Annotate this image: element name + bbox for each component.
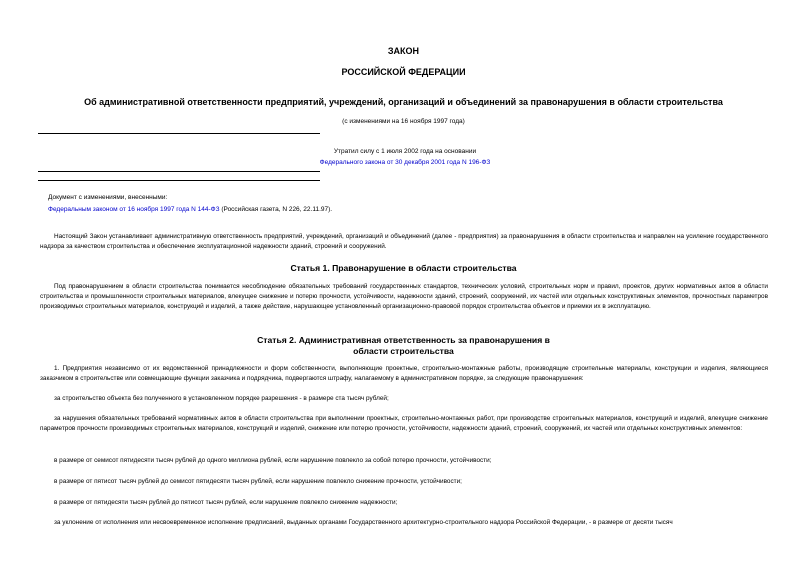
document-title: Об административной ответственности предприятий, учреждений, организаций и объединений за правонарушения в области строительства bbox=[84, 97, 723, 107]
article-2-paragraph-5: в размере от пятисот тысяч рублей до семисот пятидесяти тысяч рублей, если нарушение повлекло снижение прочности, устойчивости; bbox=[54, 478, 462, 485]
divider-line bbox=[38, 171, 320, 172]
country-label: РОССИЙСКОЙ ФЕДЕРАЦИИ bbox=[341, 67, 466, 77]
divider-line bbox=[38, 180, 320, 181]
status-block bbox=[300, 146, 510, 168]
status-repeal-link[interactable]: Федерального закона от 30 декабря 2001 года N 196-ФЗ bbox=[319, 159, 491, 166]
amendments-note: (с изменениями на 16 ноября 1997 года) bbox=[342, 118, 465, 125]
article-1-heading: Статья 1. Правонарушение в области строительства bbox=[290, 263, 517, 273]
doc-changes-block bbox=[48, 192, 648, 216]
intro-paragraph: Настоящий Закон устанавливает административную ответственность предприятий, учреждений, организаций и объединений (далее - предприятия) за правонарушения в области строительства и направлен на усиление государственного надзора за качеством строительства и обеспечение эксплуатационной надежности зданий, строений и сооружений. bbox=[40, 233, 768, 250]
divider-line bbox=[38, 133, 320, 134]
article-2-paragraph-6: в размере от пятидесяти тысяч рублей до пятисот тысяч рублей, если нарушение повлекло снижение надежности; bbox=[54, 499, 398, 506]
status-text: Утратил силу с 1 июля 2002 года на основании bbox=[333, 148, 477, 155]
article-2-paragraph-1: 1. Предприятия независимо от их ведомственной принадлежности и форм собственности, выполняющие проектные, строительно-монтажные работы, производящие строительные материалы, конструкции и изделия, являющиеся заказчиком в строительстве или совмещающие функции заказчика и подрядчика, подвергаются штрафу, налагаемому в административном порядке, за следующие правонарушения: bbox=[40, 365, 768, 382]
article-2-heading bbox=[40, 335, 767, 357]
article-2-heading-line-1: Статья 2. Административная ответственность за правонарушения в bbox=[257, 335, 550, 345]
amendment-source: (Российская газета, N 226, 22.11.97). bbox=[219, 206, 333, 213]
article-2-paragraph-2: за строительство объекта без полученного в установленном порядке разрешения - в размере ста тысяч рублей; bbox=[54, 395, 389, 402]
law-label: ЗАКОН bbox=[387, 46, 420, 56]
article-1-text: Под правонарушением в области строительства понимается несоблюдение обязательных требований государственных стандартов, технических условий, строительных норм и правил, проектов, других нормативных актов в области строительства и промышленности строительных материалов, влекущее снижение и потерю прочности, устойчивости, надежности зданий, строений, сооружений, их частей или отдельных конструктивных элементов, прочностных параметров производимых строительных материалов, конструкций и изделий, а также действие, нарушающее установленный организационно-правовой порядок строительства объектов и приемки их в эксплуатацию. bbox=[40, 283, 768, 310]
article-2-heading-line-2: области строительства bbox=[353, 346, 454, 356]
article-2-paragraph-3: за нарушения обязательных требований нормативных актов в области строительства при выполнении проектных, строительно-монтажных работ, при производстве строительных материалов, конструкций и изделий, влекущие снижение параметров прочности производимых строительных материалов, конструкций и изделий, снижение или потерю прочности, устойчивости, надежности зданий, строений, сооружений, их частей или отдельных конструктивных элементов: bbox=[40, 415, 768, 432]
doc-changes-label: Документ с изменениями, внесенными: bbox=[48, 194, 168, 201]
amendment-law-link[interactable]: Федеральным законом от 16 ноября 1997 года N 144-ФЗ bbox=[48, 206, 220, 213]
article-2-paragraph-7: за уклонение от исполнения или несвоевременное исполнение предписаний, выданных органами Государственного архитектурно-строительного надзора Российской Федерации, - в размере от десяти тысяч bbox=[54, 519, 673, 526]
doc-changes-line bbox=[48, 204, 648, 216]
article-2-paragraph-4: в размере от семисот пятидесяти тысяч рублей до одного миллиона рублей, если нарушение повлекло за собой потерю прочности, устойчивости; bbox=[54, 457, 492, 464]
